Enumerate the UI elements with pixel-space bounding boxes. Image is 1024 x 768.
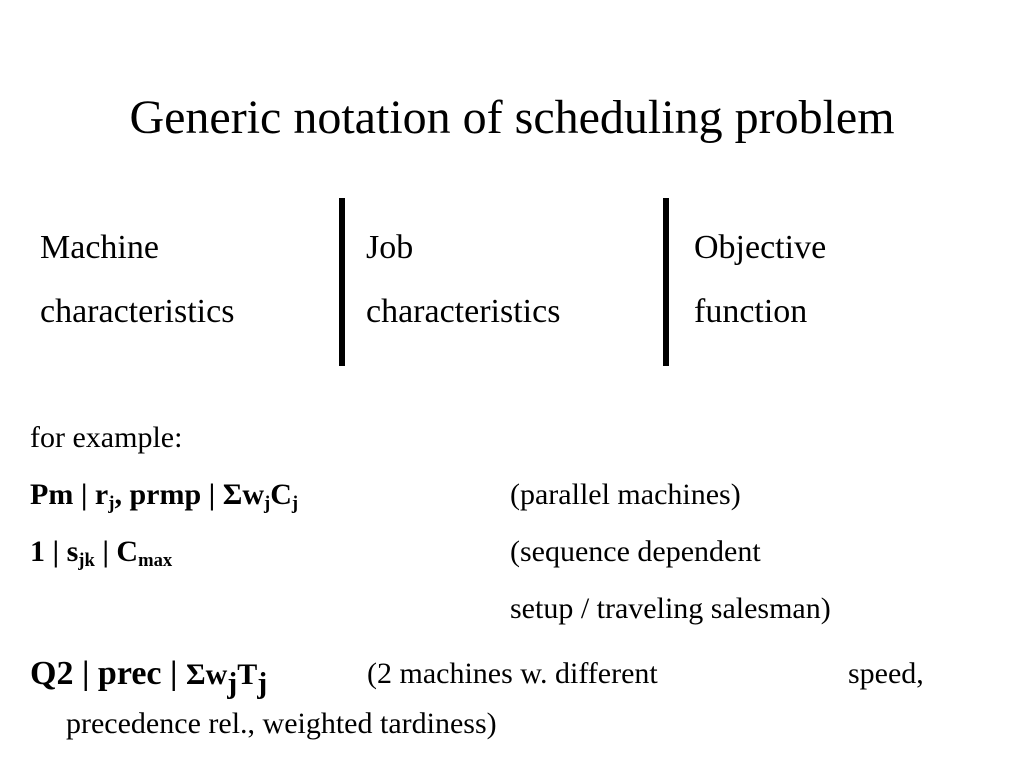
example-1-note: (parallel machines) [510,478,741,511]
examples-intro: for example: [30,421,183,454]
ex3-sub: j [257,666,268,700]
example-3-notation [30,654,267,701]
ex2-part: 1 | s [30,535,79,568]
example-2-note-line2: setup / traveling salesman) [510,592,831,625]
ex3-part: Σw [186,658,228,691]
ex2-part: | C [94,535,139,568]
machine-column-line1: Machine [40,229,159,266]
machine-column-line2: characteristics [40,293,235,330]
objective-column-line2: function [694,293,808,330]
example-3-note-a: (2 machines w. different [367,657,658,690]
ex3-part: Q2 | prec | [30,655,186,692]
example-2-note-line1: (sequence dependent [510,535,761,568]
slide-title: Generic notation of scheduling problem [129,91,895,144]
job-column-line2: characteristics [366,293,561,330]
ex1-sub: j [108,493,115,515]
ex3-part: T [237,658,258,691]
ex2-sub: jk [78,550,95,572]
ex1-part: , prmp | Σw [114,478,265,511]
ex2-sub: max [138,550,173,572]
job-column-line1: Job [366,229,414,266]
ex1-sub: j [291,493,299,515]
example-1-notation [30,477,298,513]
ex3-sub: j [227,666,238,700]
ex1-part: Pm | r [30,478,109,511]
ex1-sub: j [264,493,271,515]
example-2-notation [30,534,172,570]
example-3-note-b: speed, [848,657,924,690]
objective-column-line1: Objective [694,229,827,266]
ex1-part: C [270,478,292,511]
separator-bar-1 [339,198,345,366]
separator-bar-2 [663,198,669,366]
example-3-note-line2: precedence rel., weighted tardiness) [66,707,497,740]
